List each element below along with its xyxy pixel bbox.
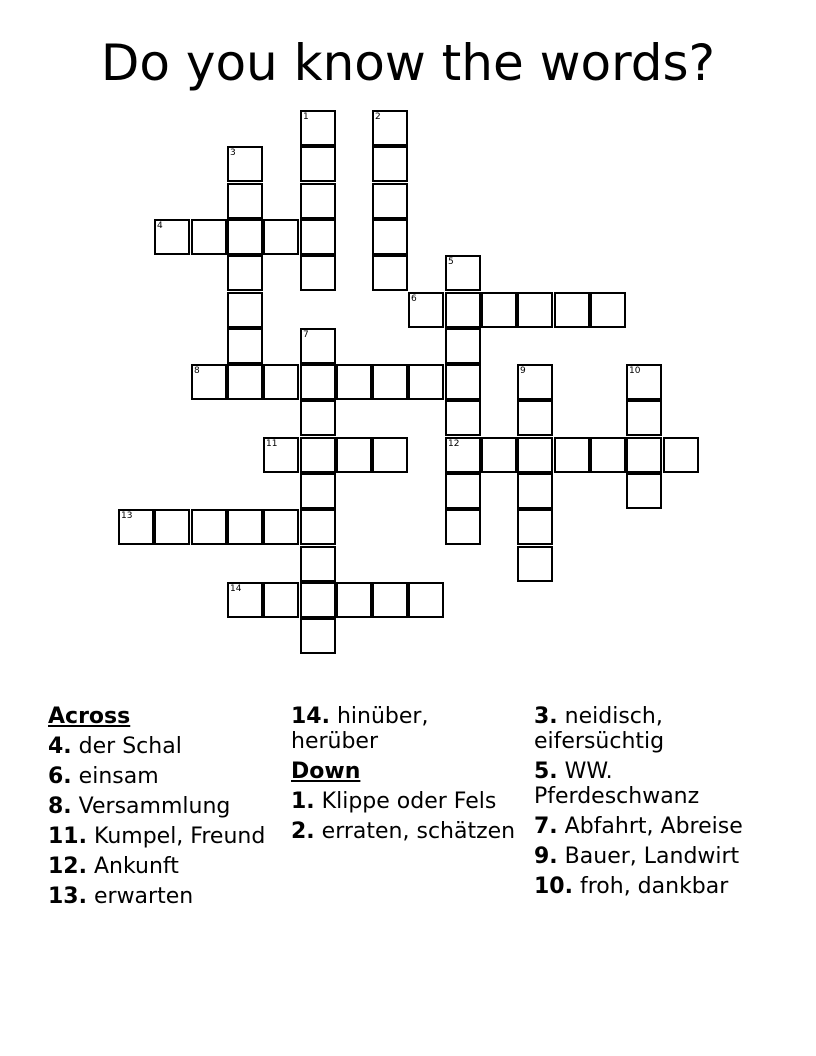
clue-number: 3.	[534, 704, 558, 729]
cell-number: 7	[303, 330, 309, 340]
grid-cell[interactable]	[300, 582, 336, 618]
grid-cell[interactable]	[154, 509, 190, 545]
grid-cell[interactable]	[227, 255, 263, 291]
cell-number: 4	[157, 221, 163, 231]
grid-cell[interactable]	[590, 292, 626, 328]
clue-column-2	[291, 704, 516, 849]
grid-cell[interactable]	[300, 437, 336, 473]
across-clue-11	[48, 824, 278, 849]
grid-cell[interactable]	[118, 509, 154, 545]
clue-text: hinüber, herüber	[291, 704, 429, 754]
cell-number: 12	[448, 439, 460, 449]
clue-number: 10.	[534, 874, 573, 899]
grid-cell[interactable]	[300, 473, 336, 509]
down-clue-9	[534, 844, 774, 869]
grid-cell[interactable]	[517, 473, 553, 509]
grid-cell[interactable]	[263, 437, 299, 473]
grid-cell[interactable]	[445, 509, 481, 545]
across-clue-6	[48, 764, 278, 789]
grid-cell[interactable]	[336, 582, 372, 618]
clue-number: 5.	[534, 759, 558, 784]
grid-cell[interactable]	[663, 437, 699, 473]
grid-cell[interactable]	[191, 364, 227, 400]
clue-text: einsam	[78, 764, 159, 789]
clue-text: erraten, schätzen	[321, 819, 516, 844]
down-clue-10	[534, 874, 774, 899]
across-clue-12	[48, 854, 278, 879]
grid-cell[interactable]	[408, 292, 444, 328]
grid-cell[interactable]	[300, 328, 336, 364]
clue-number: 11.	[48, 824, 87, 849]
grid-cell[interactable]	[372, 183, 408, 219]
grid-cell[interactable]	[626, 364, 662, 400]
grid-cell[interactable]	[300, 219, 336, 255]
grid-cell[interactable]	[191, 509, 227, 545]
clue-text: der Schal	[78, 734, 182, 759]
grid-cell[interactable]	[300, 509, 336, 545]
down-clue-3	[534, 704, 774, 754]
grid-cell[interactable]	[300, 110, 336, 146]
grid-cell[interactable]	[445, 328, 481, 364]
grid-cell[interactable]	[445, 400, 481, 436]
down-clue-5	[534, 759, 774, 809]
cell-number: 9	[520, 366, 526, 376]
clue-text: Abfahrt, Abreise	[564, 814, 743, 839]
grid-cell[interactable]	[263, 364, 299, 400]
grid-cell[interactable]	[191, 219, 227, 255]
clue-text: neidisch, eifersüchtig	[534, 704, 665, 754]
down-heading: Down	[291, 759, 361, 784]
grid-cell[interactable]	[481, 292, 517, 328]
grid-cell[interactable]	[554, 292, 590, 328]
grid-cell[interactable]	[626, 400, 662, 436]
grid-cell[interactable]	[445, 437, 481, 473]
cell-number: 11	[266, 439, 278, 449]
grid-cell[interactable]	[300, 146, 336, 182]
grid-cell[interactable]	[445, 364, 481, 400]
grid-cell[interactable]	[227, 183, 263, 219]
clue-text: WW. Pferdeschwanz	[534, 759, 700, 809]
grid-cell[interactable]	[372, 437, 408, 473]
clue-text: Kumpel, Freund	[93, 824, 266, 849]
grid-cell[interactable]	[445, 473, 481, 509]
cell-number: 14	[230, 584, 242, 594]
cell-number: 8	[194, 366, 200, 376]
clue-number: 9.	[534, 844, 558, 869]
clue-text: Versammlung	[78, 794, 231, 819]
grid-cell[interactable]	[227, 364, 263, 400]
cell-number: 5	[448, 257, 454, 267]
across-clue-13	[48, 884, 278, 909]
grid-cell[interactable]	[263, 582, 299, 618]
down-clue-1	[291, 789, 516, 814]
puzzle-title: Do you know the words?	[100, 34, 716, 92]
clue-text: Ankunft	[93, 854, 179, 879]
across-heading: Across	[48, 704, 131, 729]
grid-cell[interactable]	[300, 546, 336, 582]
grid-cell[interactable]	[300, 618, 336, 654]
grid-cell[interactable]	[554, 437, 590, 473]
grid-cell[interactable]	[227, 292, 263, 328]
grid-cell[interactable]	[445, 292, 481, 328]
clue-number: 2.	[291, 819, 315, 844]
grid-cell[interactable]	[372, 364, 408, 400]
grid-cell[interactable]	[517, 400, 553, 436]
grid-cell[interactable]	[300, 400, 336, 436]
clue-text: froh, dankbar	[579, 874, 729, 899]
grid-cell[interactable]	[372, 146, 408, 182]
grid-cell[interactable]	[517, 364, 553, 400]
clue-column-1	[48, 704, 278, 914]
grid-cell[interactable]	[590, 437, 626, 473]
grid-cell[interactable]	[372, 255, 408, 291]
clue-text: Bauer, Landwirt	[564, 844, 740, 869]
grid-cell[interactable]	[300, 255, 336, 291]
grid-cell[interactable]	[517, 509, 553, 545]
grid-cell[interactable]	[336, 364, 372, 400]
grid-cell[interactable]	[408, 582, 444, 618]
grid-cell[interactable]	[154, 219, 190, 255]
grid-cell[interactable]	[300, 183, 336, 219]
clue-number: 7.	[534, 814, 558, 839]
cell-number: 6	[411, 294, 417, 304]
clue-number: 6.	[48, 764, 72, 789]
cell-number: 13	[121, 511, 133, 521]
grid-cell[interactable]	[372, 582, 408, 618]
grid-cell[interactable]	[372, 110, 408, 146]
grid-cell[interactable]	[481, 437, 517, 473]
grid-cell[interactable]	[517, 292, 553, 328]
grid-cell[interactable]	[336, 437, 372, 473]
grid-cell[interactable]	[300, 364, 336, 400]
grid-cell[interactable]	[626, 473, 662, 509]
clue-number: 12.	[48, 854, 87, 879]
grid-cell[interactable]	[227, 219, 263, 255]
grid-cell[interactable]	[227, 582, 263, 618]
grid-cell[interactable]	[227, 328, 263, 364]
grid-cell[interactable]	[372, 219, 408, 255]
across-clue-14	[291, 704, 516, 754]
clue-text: Klippe oder Fels	[321, 789, 497, 814]
grid-cell[interactable]	[626, 437, 662, 473]
clue-text: erwarten	[93, 884, 194, 909]
grid-cell[interactable]	[517, 437, 553, 473]
grid-cell[interactable]	[445, 255, 481, 291]
clue-number: 1.	[291, 789, 315, 814]
clue-number: 14.	[291, 704, 330, 729]
across-clue-8	[48, 794, 278, 819]
clue-number: 8.	[48, 794, 72, 819]
down-clue-2	[291, 819, 516, 844]
grid-cell[interactable]	[263, 219, 299, 255]
clue-number: 4.	[48, 734, 72, 759]
grid-cell[interactable]	[408, 364, 444, 400]
clue-number: 13.	[48, 884, 87, 909]
across-clue-4	[48, 734, 278, 759]
down-clue-7	[534, 814, 774, 839]
clue-column-3	[534, 704, 774, 904]
grid-cell[interactable]	[227, 146, 263, 182]
cell-number: 2	[375, 112, 381, 122]
cell-number: 10	[629, 366, 641, 376]
cell-number: 1	[303, 112, 309, 122]
grid-cell[interactable]	[263, 509, 299, 545]
grid-cell[interactable]	[517, 546, 553, 582]
grid-cell[interactable]	[227, 509, 263, 545]
cell-number: 3	[230, 148, 236, 158]
